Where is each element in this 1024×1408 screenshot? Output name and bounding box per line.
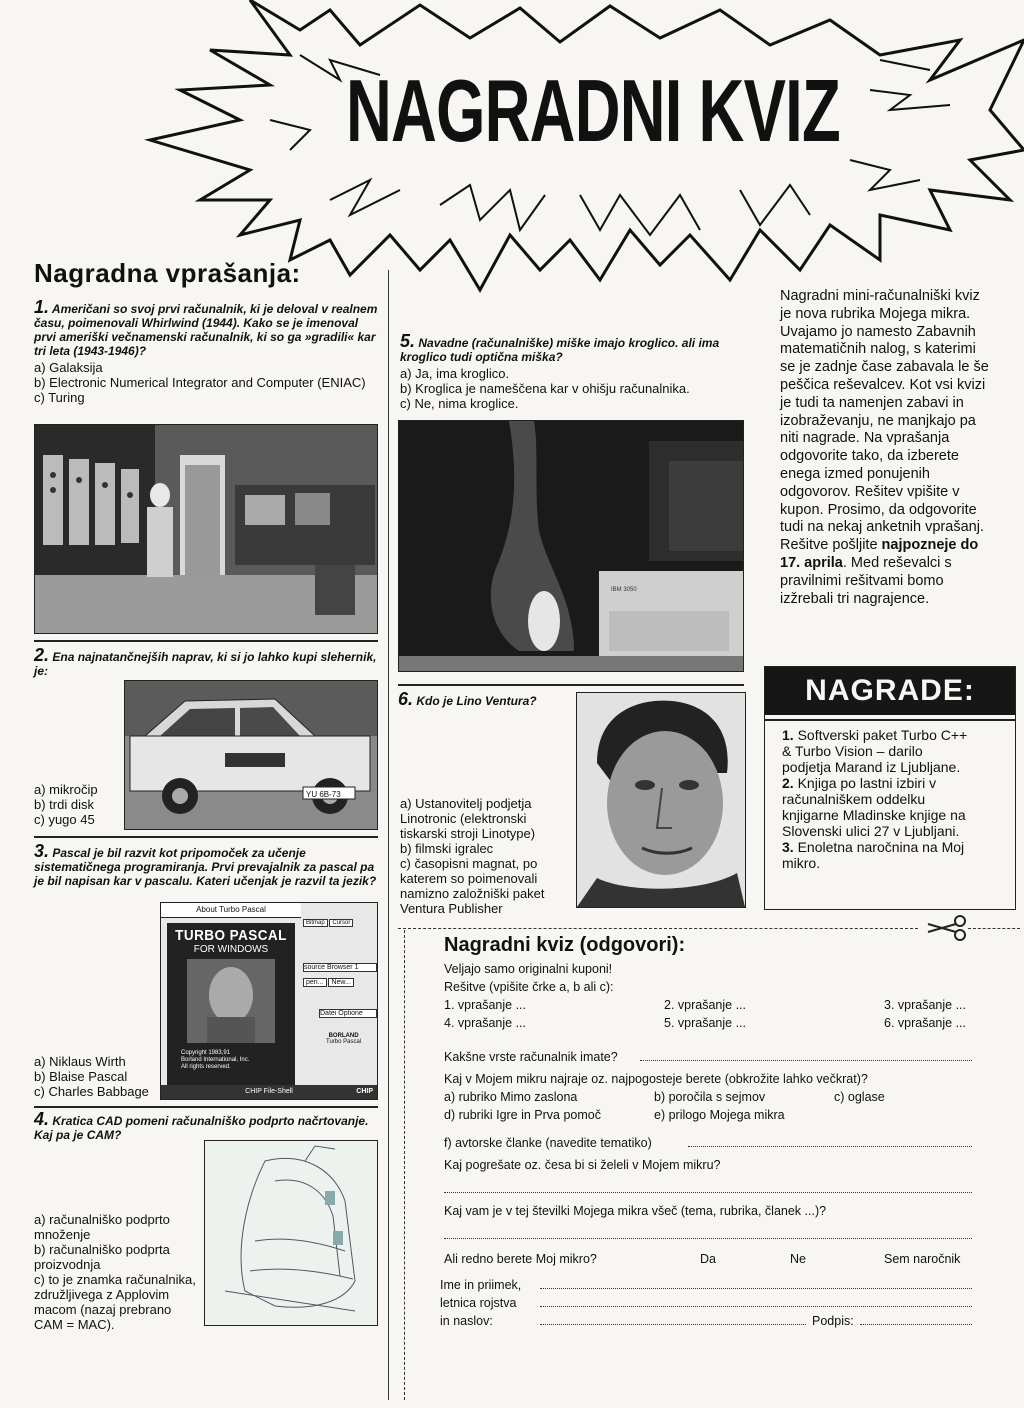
read-option-a[interactable]: a) rubriko Mimo zaslona bbox=[444, 1090, 578, 1104]
address-label: in naslov: bbox=[440, 1314, 493, 1328]
about-window-title: About Turbo Pascal bbox=[161, 903, 301, 918]
option-a: a) Ja, ima kroglico. bbox=[400, 366, 510, 381]
option-b: b) Kroglica je nameščena kar v ohišju računalnika. bbox=[400, 381, 690, 396]
question-1 bbox=[34, 297, 378, 405]
question-number: 2. bbox=[34, 645, 50, 665]
coupon-title: Nagradni kviz (odgovori): bbox=[444, 934, 686, 956]
topic-field[interactable] bbox=[688, 1146, 972, 1147]
lino-ventura-photo bbox=[576, 692, 746, 908]
option-a: a) Niklaus Wirth bbox=[34, 1054, 126, 1069]
option-c: c) Turing bbox=[34, 390, 85, 405]
computer-type-label: Kakšne vrste računalnik imate? bbox=[444, 1050, 618, 1064]
computer-box-label: IBM 3050 bbox=[611, 587, 637, 593]
name-label: Ime in priimek, bbox=[440, 1278, 522, 1292]
intro-text: Nagradni mini-računalniški kviz je nova rubrika Mojega mikra. Uvajamo jo namesto Zabavnih matematičnih nalog, s katerimi se je zadnje čase zabavala le še peščica reševalcev. Kot vsi kvizi je tudi ta namenjen zabavi in izobraževanju, ne manjkajo pa niti nagrade. Na vprašanja odgovorite tako, da izberete enega izmed ponujenih odgovorov. Rešitev vpišite v kupon. Prosimo, da odgovorite tudi na nekaj anketnih vprašanj. Rešitve pošljite bbox=[780, 288, 989, 554]
read-question: Kaj v Mojem mikru najraje oz. najpogosteje berete (obkrožite lahko večkrat)? bbox=[444, 1072, 868, 1086]
intro-text-end: . Med reševalci s pravilnimi rešitvami bomo izžrebali tri nagrajence. bbox=[780, 554, 952, 607]
option-b: b) Blaise Pascal bbox=[34, 1069, 128, 1084]
read-option-e[interactable]: e) prilogo Mojega mikra bbox=[654, 1108, 785, 1122]
miss-question: Kaj pogrešate oz. česa bi si želeli v Mojem mikru? bbox=[444, 1158, 721, 1172]
answer-field-1[interactable]: 1. vprašanje ... bbox=[444, 998, 526, 1012]
pascal-portrait bbox=[167, 955, 295, 1045]
signature-label: Podpis: bbox=[812, 1314, 854, 1328]
copyright-line-2: Borland International, Inc. bbox=[181, 1057, 250, 1063]
question-2-options bbox=[34, 782, 98, 827]
intro-paragraph bbox=[780, 288, 990, 608]
chip-file-shell: CHIP File-Shell bbox=[245, 1088, 293, 1095]
turbo-pascal-screenshot bbox=[160, 902, 378, 1100]
question-3-options bbox=[34, 1054, 149, 1099]
computer-type-field[interactable] bbox=[640, 1060, 972, 1061]
yugo-car-photo bbox=[124, 680, 378, 830]
address-field[interactable] bbox=[540, 1324, 806, 1325]
question-6 bbox=[398, 689, 578, 709]
only-originals: Veljajo samo originalni kuponi! bbox=[444, 962, 613, 976]
scissors-icon bbox=[926, 914, 968, 942]
question-4 bbox=[34, 1109, 378, 1142]
cursor-button[interactable]: Cursor bbox=[329, 919, 353, 927]
cat-mouse-photo bbox=[398, 420, 744, 672]
option-a: a) Galaksija bbox=[34, 360, 103, 375]
question-text: Kratica CAD pomeni računalniško podprto načrtovanje. Kaj pa je CAM? bbox=[34, 1114, 369, 1142]
question-6-options bbox=[400, 796, 570, 916]
question-3 bbox=[34, 841, 378, 888]
question-text: Navadne (računalniške) miške imajo kroglico. ali ima kroglico tudi optična miška? bbox=[400, 336, 720, 364]
menu-file[interactable]: Datei bbox=[320, 1010, 337, 1017]
regular-option-subscriber[interactable]: Sem naročnik bbox=[884, 1252, 961, 1266]
deadline: najpozneje do 17. aprila bbox=[780, 537, 979, 571]
read-option-f[interactable]: f) avtorske članke (navedite tematiko) bbox=[444, 1136, 652, 1150]
prizes-heading: NAGRADE: bbox=[765, 667, 1015, 715]
answer-instructions: Rešitve (vpišite črke a, b ali c): bbox=[444, 980, 614, 994]
question-text: Pascal je bil razvit kot pripomoček za učenje sistematičnega programiranja. Prvi prevajalnik za pascal pa je bil napisan kar v pascalu. Kateri učenjak je razvil ta jezik? bbox=[34, 846, 377, 888]
read-option-b[interactable]: b) poročila s sejmov bbox=[654, 1090, 766, 1104]
cut-line bbox=[398, 928, 918, 929]
turbo-pascal-box bbox=[167, 923, 295, 1088]
option-c: c) Charles Babbage bbox=[34, 1084, 149, 1099]
source-browser-title: source Browser 1 bbox=[303, 963, 377, 972]
miss-field[interactable] bbox=[444, 1192, 972, 1193]
prize-3: 3. Enoletna naročnina na Moj mikro. bbox=[782, 839, 965, 871]
option-a: a) mikročip bbox=[34, 782, 98, 797]
answer-field-5[interactable]: 5. vprašanje ... bbox=[664, 1016, 746, 1030]
question-4-options bbox=[34, 1212, 202, 1332]
read-option-d[interactable]: d) rubriki Igre in Prva pomoč bbox=[444, 1108, 602, 1122]
questions-heading: Nagradna vprašanja: bbox=[34, 258, 301, 288]
birth-field[interactable] bbox=[540, 1306, 972, 1307]
signature-field[interactable] bbox=[860, 1324, 972, 1325]
option-c: c) časopisni magnat, po katerem so poimenovali namizno založniški paket Ventura Publisher bbox=[400, 856, 545, 916]
chip-logo: CHIP bbox=[356, 1088, 373, 1095]
option-a: a) računalniško podprto množenje bbox=[34, 1212, 170, 1242]
copyright-line-3: All rights reserved. bbox=[181, 1064, 231, 1070]
option-b: b) trdi disk bbox=[34, 797, 94, 812]
answer-field-3[interactable]: 3. vprašanje ... bbox=[884, 998, 966, 1012]
new-button[interactable]: New... bbox=[328, 978, 353, 987]
birth-label: letnica rojstva bbox=[440, 1296, 517, 1310]
option-b: b) filmski igralec bbox=[400, 841, 494, 856]
question-text: Kdo je Lino Ventura? bbox=[416, 694, 537, 708]
option-c: c) Ne, nima kroglice. bbox=[400, 396, 519, 411]
borland-label: BORLAND bbox=[328, 1033, 359, 1039]
question-text: Američani so svoj prvi računalnik, ki je deloval v realnem času, poimenovali Whirlwind (1944). Kako se je imenoval prvi ameriški večnamenski računalnik, ki so ga »gradili« kar tri leta (1943-1946)? bbox=[34, 302, 378, 358]
question-number: 4. bbox=[34, 1109, 50, 1129]
prize-2: 2. Knjiga po lastni izbiri v računalniškem oddelku knjigarne Mladinske knjige na Slovenski ulici 27 v Ljubljani. bbox=[782, 775, 966, 839]
like-question: Kaj vam je v tej številki Mojega mikra všeč (tema, rubrika, članek ...)? bbox=[444, 1204, 827, 1218]
regular-option-no[interactable]: Ne bbox=[790, 1252, 806, 1266]
turbo-pascal-icon-label[interactable]: Turbo Pascal bbox=[326, 1039, 362, 1045]
like-field[interactable] bbox=[444, 1238, 972, 1239]
cad-car-seat-drawing bbox=[204, 1140, 378, 1326]
prizes-box bbox=[764, 666, 1016, 910]
answer-field-4[interactable]: 4. vprašanje ... bbox=[444, 1016, 526, 1030]
box-title: TURBO PASCAL bbox=[175, 927, 287, 944]
question-2 bbox=[34, 645, 378, 678]
copyright-line-1: Copyright 1983,91 bbox=[181, 1050, 231, 1056]
option-c: c) yugo 45 bbox=[34, 812, 95, 827]
answer-field-2[interactable]: 2. vprašanje ... bbox=[664, 998, 746, 1012]
bitmap-button[interactable]: Bitmap bbox=[303, 919, 328, 927]
option-b: b) Electronic Numerical Integrator and Computer (ENIAC) bbox=[34, 375, 366, 390]
question-number: 1. bbox=[34, 297, 50, 317]
regular-option-yes[interactable]: Da bbox=[700, 1252, 716, 1266]
question-number: 6. bbox=[398, 689, 414, 709]
regular-question: Ali redno berete Moj mikro? bbox=[444, 1252, 597, 1266]
open-button[interactable]: pen... bbox=[303, 978, 327, 987]
box-subtitle: FOR WINDOWS bbox=[193, 944, 269, 955]
page-title: NAGRADNI KVIZ bbox=[346, 61, 840, 160]
question-text: Ena najnatančnejših naprav, ki si jo lahko kupi slehernik, je: bbox=[34, 650, 377, 678]
license-plate: YU 6B-73 bbox=[306, 790, 341, 799]
read-option-c[interactable]: c) oglase bbox=[834, 1090, 885, 1104]
name-field[interactable] bbox=[540, 1288, 972, 1289]
answer-field-6[interactable]: 6. vprašanje ... bbox=[884, 1016, 966, 1030]
question-5 bbox=[400, 331, 746, 411]
menu-options[interactable]: Optione bbox=[338, 1010, 363, 1017]
question-number: 3. bbox=[34, 841, 50, 861]
question-number: 5. bbox=[400, 331, 416, 351]
prize-1: 1. Softverski paket Turbo C++ & Turbo Vision – darilo podjetja Marand iz Ljubljane. bbox=[782, 727, 968, 775]
option-c: c) to je znamka računalnika, združljivega z Applovim macom (nazaj prebrano CAM = MAC). bbox=[34, 1272, 196, 1332]
option-b: b) računalniško podprta proizvodnja bbox=[34, 1242, 170, 1272]
eniac-photo bbox=[34, 424, 378, 634]
option-a: a) Ustanovitelj podjetja Linotronic (elektronski tiskarski stroji Linotype) bbox=[400, 796, 536, 841]
